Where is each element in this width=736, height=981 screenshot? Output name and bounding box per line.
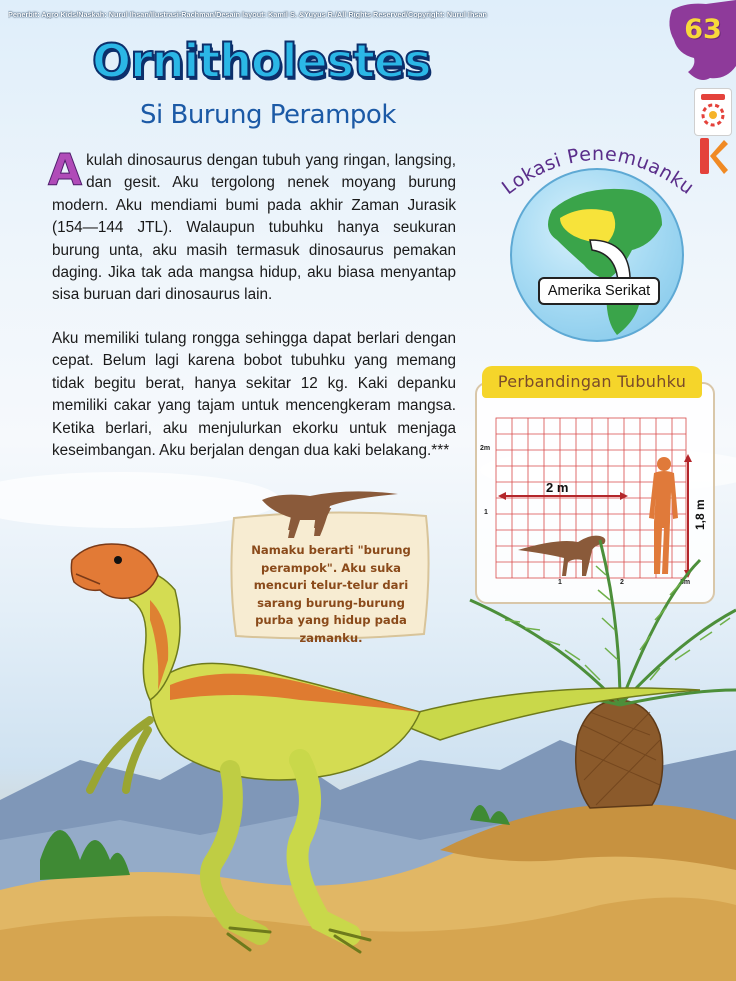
y-tick-1: 1 — [484, 509, 488, 516]
drop-cap: A — [48, 145, 83, 196]
speech-bubble-text: Namaku berarti "burung perampok". Aku suka mencuri telur-telur dari sarang burung-burung purba yang hidup pada zamanku. — [251, 543, 411, 645]
location-heading-text: Lokasi Penemuanku — [497, 142, 699, 200]
paragraph-1-text: kulah dinosaurus dengan tubuh yang ringan, langsing, dan gesit. Aku tergolong nenek moyang burung modern. Aku mendiami bumi pada akhir Zaman Jurasik (154—144 JTL). Walaupun tubuhku hanya seukuran burung unta, aku masih termasuk dinosaurus pemakan daging. Jika tak ada mangsa hidup, aku biasa menyantap sisa buruan dari dinosaurus lain. — [52, 152, 456, 304]
comparison-heading: Perbandingan Tubuhku — [482, 366, 702, 398]
page-subtitle: Si Burung Perampok — [140, 100, 396, 130]
page-number: 63 — [684, 14, 722, 45]
length-label: 2 m — [546, 480, 569, 495]
x-tick-1: 1 — [558, 579, 562, 586]
location-label: Amerika Serikat — [538, 277, 660, 305]
height-label: 1,8 m — [693, 499, 707, 530]
credits-line: Penerbit: Agro Kids/Naskah: Nurul Ihsan/Ilustrasi:Rachman/Desain layout: Kamil S. &Yuyus R./All Rights Reserved/Copyright: Nurul Ihsan — [8, 10, 487, 19]
x-tick-3m: 3m — [680, 579, 691, 586]
paragraph-2: Aku memiliki tulang rongga sehingga dapat berlari dengan cepat. Belum lagi karena bobot tubuhku yang memang tidak begitu berat, hanya sekitar 12 kg. Kaki depanku memiliki cakar yang tajam untuk mencengkeram mangsa. Ketika berlari, aku menjulurkan ekorku untuk menjaga keseimbangan. Aku berjalan dengan dua kaki belakang.*** — [52, 330, 456, 460]
y-tick-2m: 2m — [480, 445, 491, 452]
x-tick-2: 2 — [620, 579, 624, 586]
page-title: Ornitholestes — [92, 34, 431, 88]
